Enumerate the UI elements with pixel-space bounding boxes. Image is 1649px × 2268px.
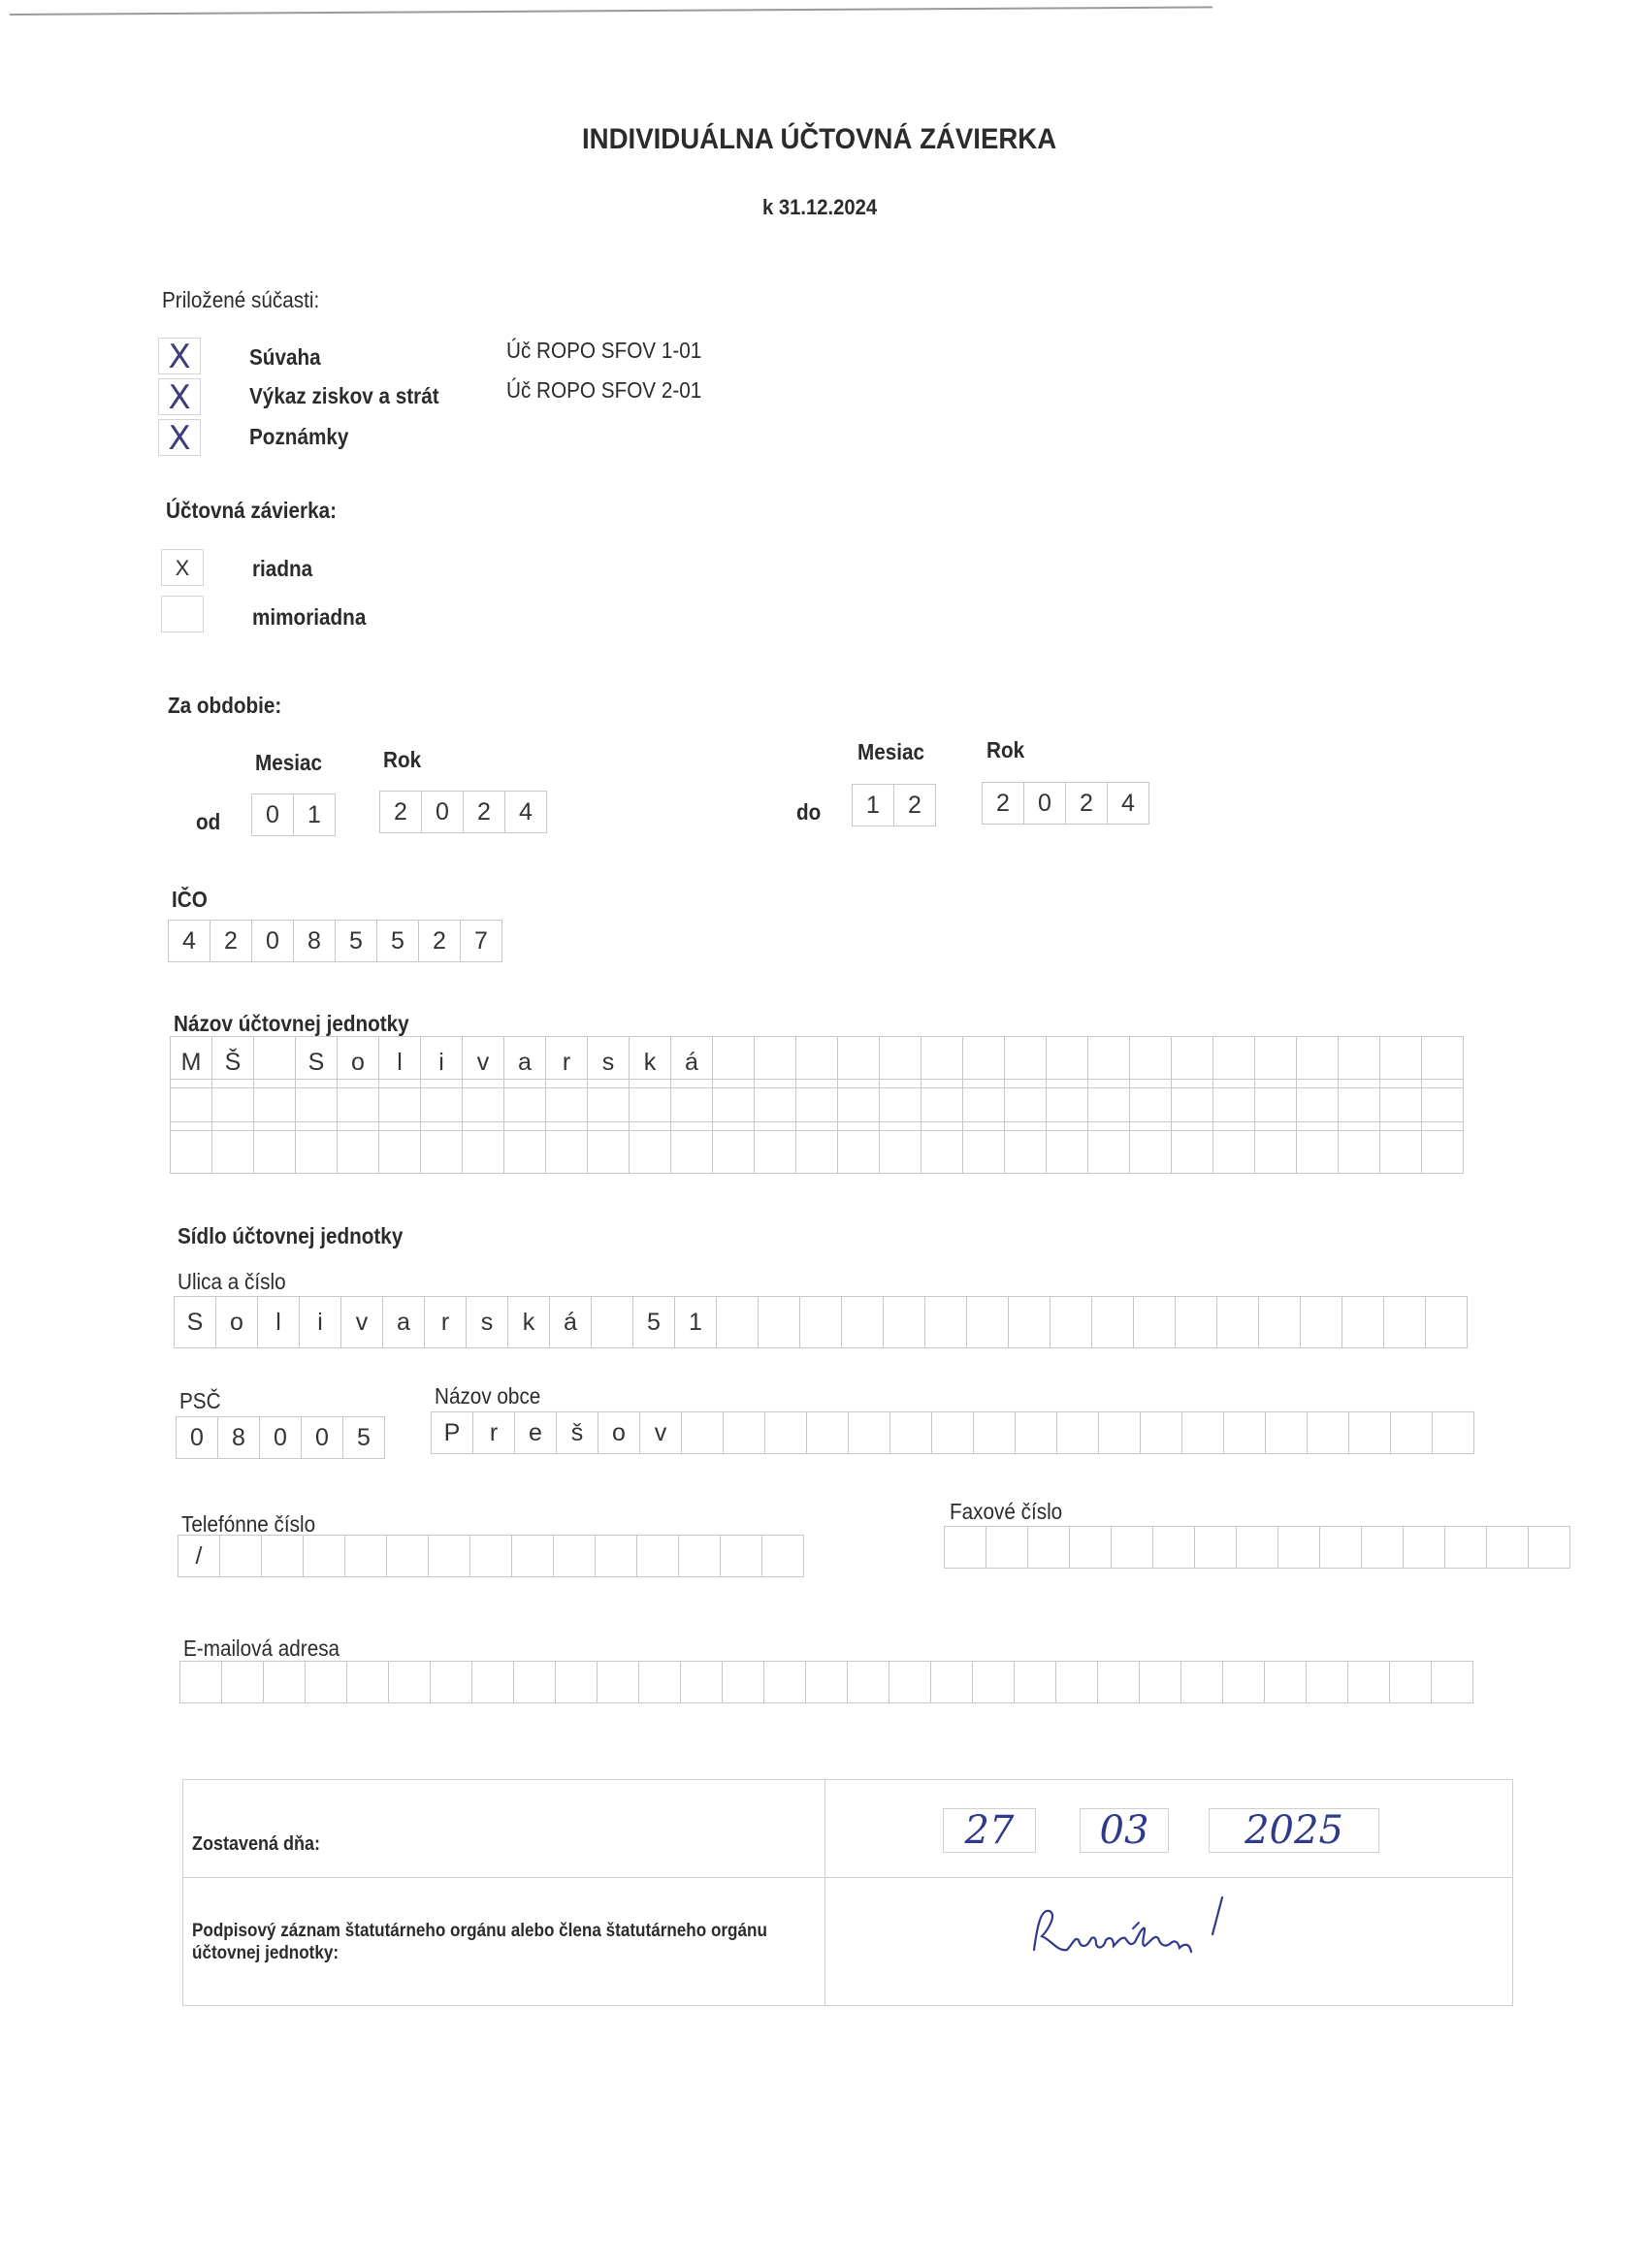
street-cell: l	[257, 1296, 300, 1348]
checkbox-vykaz[interactable]	[158, 378, 201, 415]
phone-label: Telefónne číslo	[181, 1511, 316, 1537]
from-year-label: Rok	[383, 747, 422, 772]
street-cell: 5	[632, 1296, 675, 1348]
email-cell	[805, 1661, 848, 1703]
street-cell	[924, 1296, 967, 1348]
signature-row-divider	[182, 1877, 1513, 1878]
to-month-cell: 2	[893, 784, 936, 826]
phone-cell	[303, 1535, 345, 1577]
street-cell: á	[549, 1296, 592, 1348]
street-cell: i	[299, 1296, 341, 1348]
email-cell	[638, 1661, 681, 1703]
checkbox-riadna[interactable]	[161, 549, 204, 586]
fax-cell	[1236, 1526, 1278, 1569]
street-cell	[1258, 1296, 1301, 1348]
to-month-cell: 1	[852, 784, 894, 826]
phone-field[interactable]	[178, 1535, 804, 1577]
to-year-label: Rok	[986, 737, 1025, 762]
from-year-cell: 2	[379, 791, 422, 833]
from-year-cell: 0	[421, 791, 464, 833]
compiled-month-field[interactable]	[1080, 1808, 1169, 1853]
entity-name-cell: i	[420, 1036, 463, 1088]
street-cell	[1091, 1296, 1134, 1348]
from-year-field[interactable]	[380, 791, 547, 833]
from-month-field[interactable]	[252, 794, 336, 836]
ico-label: IČO	[172, 887, 208, 912]
email-cell	[221, 1661, 264, 1703]
from-month-cell: 0	[251, 794, 294, 836]
street-field[interactable]	[175, 1296, 1468, 1348]
to-year-cell: 0	[1023, 782, 1066, 825]
city-cell	[1015, 1411, 1057, 1454]
street-cell	[1383, 1296, 1426, 1348]
entity-name-cell	[795, 1121, 838, 1174]
email-cell	[972, 1661, 1015, 1703]
city-cell: e	[514, 1411, 557, 1454]
component-code-vykaz: Úč ROPO SFOV 2-01	[506, 377, 702, 403]
fax-cell	[1528, 1526, 1570, 1569]
entity-name-cell	[837, 1121, 880, 1174]
check-mark-poznamky: X	[168, 419, 191, 458]
entity-name-cell: o	[337, 1036, 379, 1088]
to-month-label: Mesiac	[857, 739, 925, 764]
entity-name-cell: S	[295, 1036, 338, 1088]
city-cell	[1390, 1411, 1433, 1454]
email-cell	[763, 1661, 806, 1703]
entity-name-cell	[1087, 1121, 1130, 1174]
psc-cell: 8	[217, 1416, 260, 1459]
entity-name-cell	[503, 1121, 546, 1174]
email-cell	[597, 1661, 639, 1703]
city-cell	[1265, 1411, 1308, 1454]
entity-name-cell: v	[462, 1036, 504, 1088]
entity-name-cell	[1212, 1121, 1255, 1174]
city-cell	[764, 1411, 807, 1454]
fax-cell	[1027, 1526, 1070, 1569]
city-cell	[931, 1411, 974, 1454]
phone-cell	[386, 1535, 429, 1577]
compiled-year: 2025	[1245, 1808, 1343, 1853]
email-cell	[1306, 1661, 1348, 1703]
ico-digit: 2	[418, 920, 461, 962]
street-cell: k	[507, 1296, 550, 1348]
psc-cell: 0	[259, 1416, 302, 1459]
entity-name-cell: M	[170, 1036, 212, 1088]
city-cell	[1432, 1411, 1474, 1454]
entity-name-cell	[1296, 1121, 1339, 1174]
psc-field[interactable]	[177, 1416, 385, 1459]
email-cell	[430, 1661, 472, 1703]
entity-name-cell	[670, 1121, 713, 1174]
city-cell	[973, 1411, 1016, 1454]
email-cell	[1347, 1661, 1390, 1703]
email-cell	[346, 1661, 389, 1703]
phone-cell	[678, 1535, 721, 1577]
check-mark-riadna: X	[175, 556, 190, 580]
street-label: Ulica a číslo	[178, 1269, 286, 1294]
phone-cell	[511, 1535, 554, 1577]
email-cell	[263, 1661, 306, 1703]
entity-name-cell	[962, 1121, 1005, 1174]
checkbox-suvaha[interactable]	[158, 338, 201, 374]
phone-cell	[761, 1535, 804, 1577]
entity-name-cell	[1421, 1121, 1464, 1174]
email-cell	[1014, 1661, 1056, 1703]
closing-label-riadna: riadna	[252, 556, 313, 581]
entity-name-cell	[1004, 1121, 1047, 1174]
street-cell: S	[174, 1296, 216, 1348]
phone-cell	[428, 1535, 470, 1577]
street-cell	[966, 1296, 1009, 1348]
entity-name-cell: a	[503, 1036, 546, 1088]
email-label: E-mailová adresa	[183, 1636, 340, 1661]
compiled-year-field[interactable]	[1209, 1808, 1379, 1853]
street-cell: s	[466, 1296, 508, 1348]
compiled-label: Zostavená dňa:	[192, 1833, 321, 1855]
email-cell	[930, 1661, 973, 1703]
street-cell	[758, 1296, 800, 1348]
entity-name-cell: r	[545, 1036, 588, 1088]
fax-cell	[1111, 1526, 1153, 1569]
from-year-cell: 4	[504, 791, 547, 833]
entity-name-cell	[1379, 1121, 1422, 1174]
signature-label-line-1: Podpisový záznam štatutárneho orgánu alebo člena štatutárneho orgánu	[192, 1921, 767, 1941]
fax-field[interactable]	[945, 1526, 1570, 1569]
handwritten-signature[interactable]	[1028, 1892, 1242, 1969]
street-cell: a	[382, 1296, 425, 1348]
report-date: k 31.12.2024	[762, 195, 878, 219]
compiled-day: 27	[964, 1808, 1015, 1853]
phone-cell	[469, 1535, 512, 1577]
email-cell	[179, 1661, 222, 1703]
email-cell	[471, 1661, 514, 1703]
street-cell	[1342, 1296, 1384, 1348]
ico-field[interactable]	[169, 920, 502, 962]
closing-type-heading: Účtovná závierka:	[166, 498, 338, 523]
top-edge-line	[10, 6, 1212, 16]
entity-name-cell	[587, 1121, 630, 1174]
entity-name-cell	[337, 1121, 379, 1174]
fax-cell	[1444, 1526, 1487, 1569]
street-cell	[1175, 1296, 1217, 1348]
to-year-cell: 4	[1107, 782, 1149, 825]
street-cell	[1050, 1296, 1092, 1348]
entity-name-row-3[interactable]	[171, 1121, 1464, 1174]
components-heading: Priložené súčasti:	[162, 287, 320, 312]
psc-cell: 0	[176, 1416, 218, 1459]
city-cell	[1307, 1411, 1349, 1454]
fax-cell	[944, 1526, 986, 1569]
component-label-poznamky: Poznámky	[249, 424, 349, 449]
entity-name-cell	[253, 1121, 296, 1174]
psc-cell: 5	[342, 1416, 385, 1459]
entity-name-cell	[1254, 1121, 1297, 1174]
signature-label-line-2: účtovnej jednotky:	[192, 1943, 340, 1963]
to-year-cell: 2	[982, 782, 1024, 825]
email-cell	[388, 1661, 431, 1703]
email-cell	[847, 1661, 889, 1703]
city-field[interactable]	[432, 1411, 1474, 1454]
email-cell	[1389, 1661, 1432, 1703]
street-cell: v	[340, 1296, 383, 1348]
entity-name-cell	[211, 1121, 254, 1174]
email-cell	[1222, 1661, 1265, 1703]
phone-cell	[219, 1535, 262, 1577]
entity-name-cell	[295, 1121, 338, 1174]
street-cell	[1008, 1296, 1051, 1348]
street-cell	[1300, 1296, 1342, 1348]
ico-digit: 2	[210, 920, 252, 962]
fax-cell	[1486, 1526, 1529, 1569]
entity-name-cell	[378, 1121, 421, 1174]
entity-name-cell	[879, 1121, 922, 1174]
ico-digit: 8	[293, 920, 336, 962]
entity-name-cell	[420, 1121, 463, 1174]
street-cell: 1	[674, 1296, 717, 1348]
fax-cell	[1403, 1526, 1445, 1569]
check-mark-suvaha: X	[168, 338, 191, 376]
email-cell	[680, 1661, 723, 1703]
psc-label: PSČ	[179, 1388, 221, 1413]
component-code-suvaha: Úč ROPO SFOV 1-01	[506, 338, 702, 363]
to-label: do	[796, 799, 822, 825]
city-cell: š	[556, 1411, 598, 1454]
city-cell	[806, 1411, 849, 1454]
phone-cell	[261, 1535, 304, 1577]
city-cell: v	[639, 1411, 682, 1454]
fax-cell	[1361, 1526, 1404, 1569]
street-cell: r	[424, 1296, 467, 1348]
phone-cell: /	[178, 1535, 220, 1577]
city-cell: r	[472, 1411, 515, 1454]
component-label-vykaz: Výkaz ziskov a strát	[249, 383, 439, 408]
phone-cell	[595, 1535, 637, 1577]
entity-name-cell	[1129, 1121, 1172, 1174]
document-title: INDIVIDUÁLNA ÚČTOVNÁ ZÁVIERKA	[582, 123, 1057, 155]
component-label-suvaha: Súvaha	[249, 344, 321, 370]
fax-cell	[1194, 1526, 1237, 1569]
email-cell	[722, 1661, 764, 1703]
entity-name-label: Názov účtovnej jednotky	[174, 1011, 409, 1036]
email-cell	[889, 1661, 931, 1703]
city-cell	[1181, 1411, 1224, 1454]
from-label: od	[196, 809, 221, 834]
street-cell	[799, 1296, 842, 1348]
from-month-cell: 1	[293, 794, 336, 836]
entity-name-cell	[462, 1121, 504, 1174]
city-cell	[1056, 1411, 1099, 1454]
entity-name-cell	[1046, 1121, 1088, 1174]
phone-cell	[553, 1535, 596, 1577]
phone-cell	[720, 1535, 762, 1577]
entity-name-cell	[712, 1121, 755, 1174]
street-cell	[1425, 1296, 1468, 1348]
email-cell	[1139, 1661, 1181, 1703]
street-cell: o	[215, 1296, 258, 1348]
ico-digit: 7	[460, 920, 502, 962]
period-heading: Za obdobie:	[168, 693, 282, 718]
city-cell	[723, 1411, 765, 1454]
city-cell	[848, 1411, 890, 1454]
from-month-label: Mesiac	[255, 750, 323, 775]
phone-cell	[344, 1535, 387, 1577]
ico-digit: 5	[335, 920, 377, 962]
entity-name-cell: l	[378, 1036, 421, 1088]
fax-cell	[1069, 1526, 1112, 1569]
fax-cell	[1152, 1526, 1195, 1569]
phone-cell	[636, 1535, 679, 1577]
ico-digit: 0	[251, 920, 294, 962]
fax-label: Faxové číslo	[950, 1499, 1063, 1524]
entity-name-cell	[629, 1121, 671, 1174]
street-cell	[591, 1296, 633, 1348]
entity-name-cell: Š	[211, 1036, 254, 1088]
from-year-cell: 2	[463, 791, 505, 833]
street-cell	[716, 1296, 759, 1348]
email-cell	[1264, 1661, 1307, 1703]
email-cell	[1431, 1661, 1473, 1703]
email-cell	[1097, 1661, 1140, 1703]
street-cell	[883, 1296, 925, 1348]
closing-label-mimoriadna: mimoriadna	[252, 604, 367, 630]
fax-cell	[1319, 1526, 1362, 1569]
compiled-month: 03	[1099, 1808, 1149, 1853]
email-field[interactable]	[180, 1661, 1473, 1703]
check-mark-vykaz: X	[168, 378, 191, 417]
city-cell: P	[431, 1411, 473, 1454]
ico-digit: 4	[168, 920, 210, 962]
city-cell	[681, 1411, 724, 1454]
entity-name-cell	[1338, 1121, 1380, 1174]
entity-name-cell	[170, 1121, 212, 1174]
city-label: Názov obce	[435, 1383, 541, 1409]
to-year-field[interactable]	[983, 782, 1149, 825]
city-cell	[1140, 1411, 1182, 1454]
entity-name-cell	[1171, 1121, 1213, 1174]
entity-name-cell: s	[587, 1036, 630, 1088]
email-cell	[1180, 1661, 1223, 1703]
city-cell	[1348, 1411, 1391, 1454]
email-cell	[555, 1661, 598, 1703]
street-cell	[841, 1296, 884, 1348]
city-cell	[889, 1411, 932, 1454]
compiled-day-field[interactable]	[943, 1808, 1036, 1853]
email-cell	[513, 1661, 556, 1703]
email-cell	[305, 1661, 347, 1703]
signature-divider	[824, 1779, 825, 2006]
checkbox-mimoriadna[interactable]	[161, 596, 204, 632]
to-year-cell: 2	[1065, 782, 1108, 825]
ico-digit: 5	[376, 920, 419, 962]
fax-cell	[986, 1526, 1028, 1569]
checkbox-poznamky[interactable]	[158, 419, 201, 456]
entity-name-cell: k	[629, 1036, 671, 1088]
city-cell	[1098, 1411, 1141, 1454]
entity-name-cell	[545, 1121, 588, 1174]
city-cell: o	[598, 1411, 640, 1454]
entity-name-cell	[754, 1121, 796, 1174]
entity-name-cell	[921, 1121, 963, 1174]
to-month-field[interactable]	[853, 784, 936, 826]
street-cell	[1133, 1296, 1176, 1348]
entity-name-cell: á	[670, 1036, 713, 1088]
fax-cell	[1277, 1526, 1320, 1569]
city-cell	[1223, 1411, 1266, 1454]
psc-cell: 0	[301, 1416, 343, 1459]
seat-heading: Sídlo účtovnej jednotky	[178, 1223, 404, 1248]
street-cell	[1216, 1296, 1259, 1348]
email-cell	[1055, 1661, 1098, 1703]
